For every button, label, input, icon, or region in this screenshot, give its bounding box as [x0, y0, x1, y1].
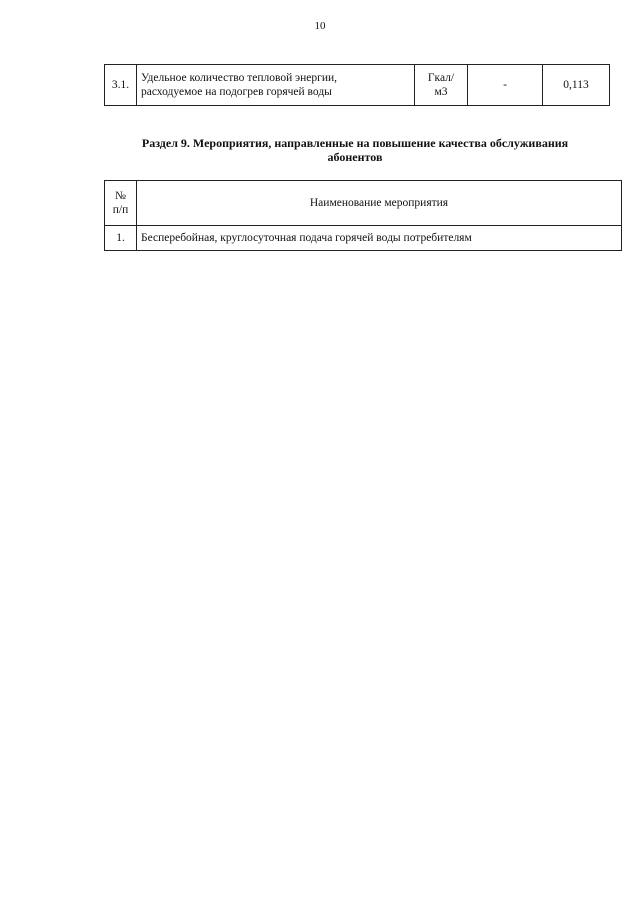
header-number: [105, 181, 137, 226]
table-header-row: [105, 181, 622, 226]
row-number: 3.1.: [105, 65, 137, 106]
table-row: [105, 65, 610, 106]
indicators-table: [104, 64, 610, 106]
row-unit-line2: м3: [434, 86, 448, 98]
measure-name: Бесперебойная, круглосуточная подача горячей воды потребителям: [137, 226, 622, 251]
table-row: [105, 226, 622, 251]
row-name: [137, 65, 415, 106]
header-number-line1: №: [115, 190, 126, 202]
section-title: [110, 136, 600, 164]
row-name-line1: Удельное количество тепловой энергии,: [141, 72, 338, 84]
measures-table: [104, 180, 622, 251]
row-name-line2: расходуемое на подогрев горячей воды: [141, 86, 332, 98]
page-number: 10: [314, 20, 326, 32]
row-value-2: 0,113: [543, 65, 610, 106]
row-value-1: -: [468, 65, 543, 106]
row-unit: [415, 65, 468, 106]
measure-number: 1.: [105, 226, 137, 251]
row-unit-line1: Гкал/: [427, 72, 455, 84]
section-title-line1: Раздел 9. Мероприятия, направленные на повышение качества обслуживания: [141, 136, 569, 150]
section-title-line2: абонентов: [327, 150, 383, 164]
header-name: Наименование мероприятия: [137, 181, 622, 226]
header-number-line2: п/п: [112, 204, 129, 216]
